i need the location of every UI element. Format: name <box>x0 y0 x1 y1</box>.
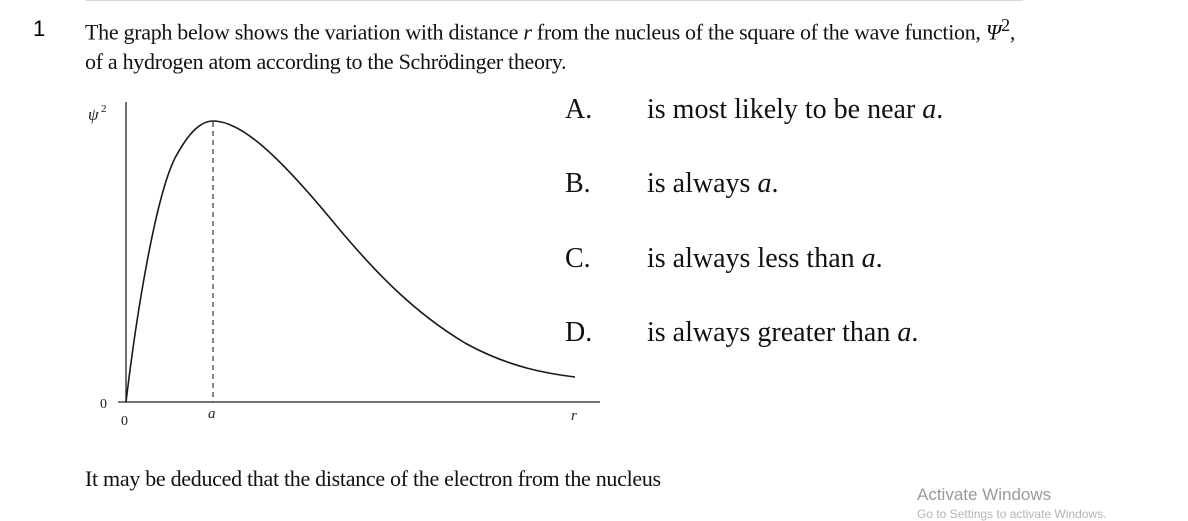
watermark-subtitle: Go to Settings to activate Windows. <box>917 507 1107 521</box>
option-b[interactable] <box>565 167 778 201</box>
option-b-text: is always <box>647 168 758 199</box>
graph-svg <box>70 88 610 458</box>
wavefunction-graph <box>70 88 610 458</box>
watermark-title: Activate Windows <box>917 485 1052 504</box>
y-axis-label-exponent: 2 <box>101 103 107 115</box>
x-zero-label: 0 <box>121 414 128 429</box>
stem-text-2: from the nucleus of the square of the wave function, <box>531 19 986 45</box>
option-d-letter: D. <box>565 317 593 348</box>
stem-psi-exponent: 2 <box>1000 15 1010 35</box>
stem-variable-r: r <box>523 19 532 45</box>
option-b-letter: B. <box>565 168 591 199</box>
option-c-variable: a <box>861 243 876 274</box>
option-a-end: . <box>936 94 944 125</box>
activation-watermark <box>917 485 1106 521</box>
question-number: 1 <box>33 16 46 41</box>
option-a[interactable] <box>565 93 943 127</box>
option-a-text: is most likely to be near <box>647 94 923 125</box>
x-axis-label-r: r <box>571 408 577 424</box>
option-a-variable: a <box>922 94 937 125</box>
option-c-text: is always less than <box>647 243 862 274</box>
top-divider <box>85 0 1023 1</box>
probability-curve <box>126 121 575 402</box>
y-zero-label: 0 <box>100 397 107 412</box>
y-axis-label: ψ <box>88 105 99 124</box>
stem-psi-symbol: Ψ <box>985 19 1001 45</box>
option-b-end: . <box>771 168 779 199</box>
option-c[interactable] <box>565 242 883 276</box>
peak-label-a: a <box>208 406 216 422</box>
option-d-variable: a <box>897 317 912 348</box>
question-closing-line: It may be deduced that the distance of the electron from the nucleus <box>85 466 661 491</box>
stem-text-1: The graph below shows the variation with distance <box>85 19 524 45</box>
option-b-variable: a <box>757 168 772 199</box>
option-c-letter: C. <box>565 243 591 274</box>
stem-text-3: , of a hydrogen atom according to the Schrödinger theory. <box>85 19 1016 75</box>
option-d[interactable] <box>565 316 918 350</box>
option-a-letter: A. <box>565 94 593 125</box>
option-d-end: . <box>911 317 919 348</box>
question-stem <box>85 10 1025 77</box>
option-d-text: is always greater than <box>647 317 898 348</box>
option-c-end: . <box>875 243 883 274</box>
